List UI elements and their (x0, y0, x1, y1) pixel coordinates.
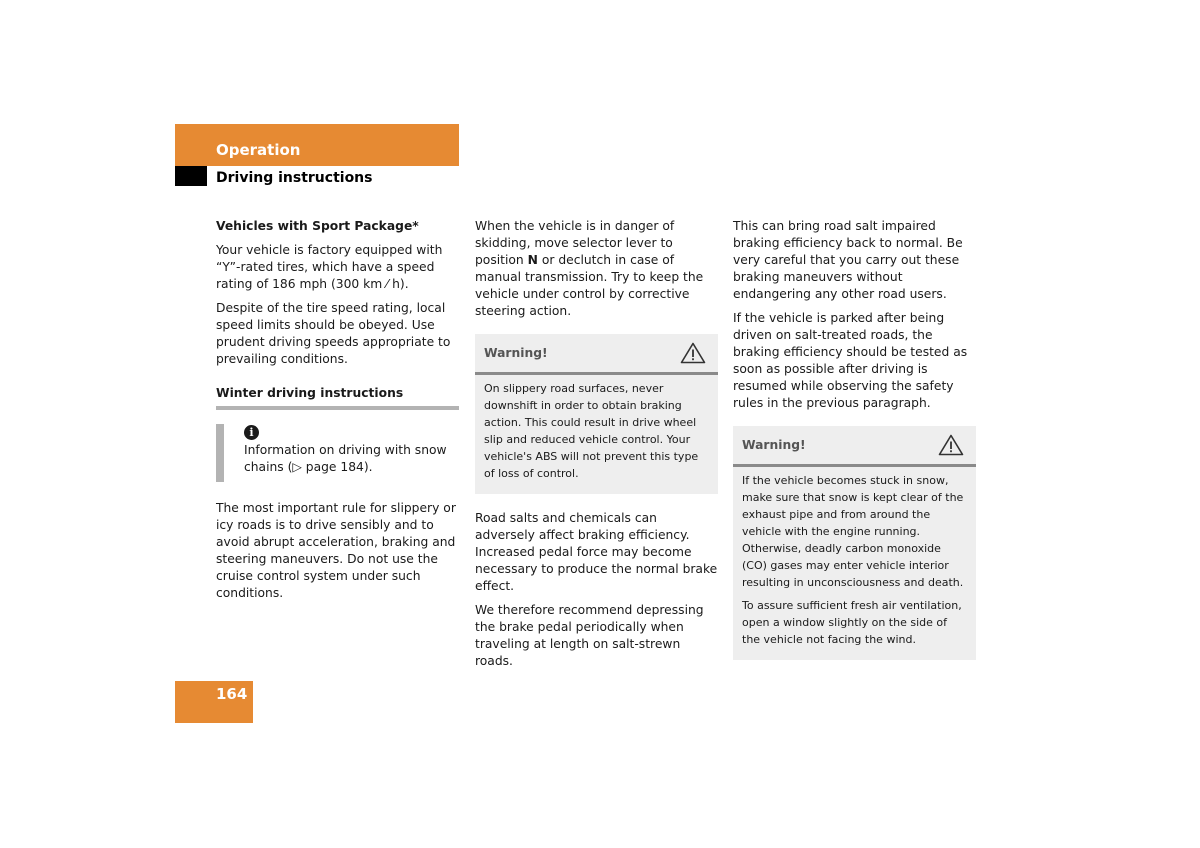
page-number: 164 (216, 685, 248, 703)
chapter-title: Operation (216, 141, 301, 159)
paragraph: The most important rule for slippery or icy roads is to drive sensibly and to avoid abrupt acceleration, braking and steering maneuvers. Do not use the cruise control system under such conditions. (216, 501, 456, 600)
warning-box (475, 334, 718, 494)
paragraph: This can bring road salt impaired braking efficiency back to normal. Be very careful that you carry out these braking maneuvers without endangering any other road users. (733, 219, 963, 301)
warning-body (733, 467, 976, 660)
column-3 (733, 218, 976, 676)
paragraph: Road salts and chemicals can adversely affect braking efficiency. Increased pedal force may become necessary to produce the normal brake effect. (475, 511, 718, 593)
paragraph: Despite of the tire speed rating, local speed limits should be obeyed. Use prudent driving speeds appropriate to prevailing conditions. (216, 301, 451, 366)
column-2 (475, 218, 718, 677)
section-title: Driving instructions (216, 170, 373, 186)
warning-box (733, 426, 976, 660)
section-marker (175, 166, 207, 186)
warning-header (475, 334, 718, 375)
info-icon: i (244, 425, 259, 440)
winter-driving-heading: Winter driving instructions (216, 385, 459, 410)
warning-label: Warning! (742, 438, 806, 452)
warning-body (475, 375, 718, 494)
warning-label: Warning! (484, 346, 548, 360)
warning-text: If the vehicle becomes stuck in snow, make sure that snow is kept clear of the exhaust pipe and from around the vehicle with the engine running. Otherwise, deadly carbon monoxide (CO) gases may enter vehicle interior resulting in unconsciousness and death. (742, 474, 964, 589)
paragraph: If the vehicle is parked after being driven on salt-treated roads, the braking efficiency should be tested as soon as possible after driving is resumed while observing the safety rules in the previous paragraph. (733, 311, 968, 410)
info-note (216, 424, 459, 482)
paragraph: When the vehicle is in danger of skidding, move selector lever to position N or declutch in case of manual transmission. Try to keep the vehicle under control by corrective steering action. (475, 219, 704, 318)
paragraph: We therefore recommend depressing the brake pedal periodically when traveling at length on salt-strewn roads. (475, 603, 704, 668)
warning-triangle-icon (680, 342, 706, 364)
column-1 (216, 218, 459, 609)
paragraph: Your vehicle is factory equipped with “Y”-rated tires, which have a speed rating of 186 mph (300 km ⁄ h). (216, 243, 443, 291)
selector-position: N (527, 253, 538, 267)
warning-text: To assure sufficient fresh air ventilation, open a window slightly on the side of the vehicle not facing the wind. (742, 599, 962, 646)
note-text: Information on driving with snow chains (▷ page 184). (244, 443, 447, 474)
sport-package-heading: Vehicles with Sport Package* (216, 219, 419, 233)
warning-text: On slippery road surfaces, never downshift in order to obtain braking action. This could result in drive wheel slip and reduced vehicle control. Your vehicle's ABS will not prevent this type of loss of control. (484, 382, 699, 480)
warning-header (733, 426, 976, 467)
warning-triangle-icon (938, 434, 964, 456)
